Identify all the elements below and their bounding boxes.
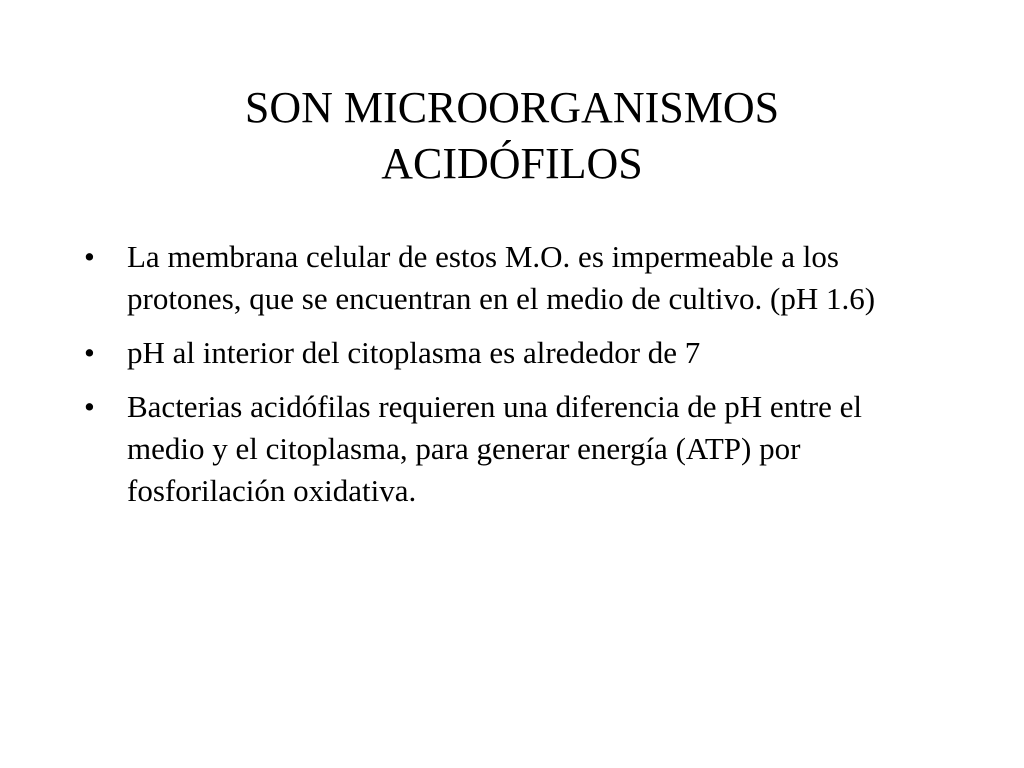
bullet-text-2: pH al interior del citoplasma es alrededor de 7 bbox=[127, 335, 701, 370]
bullet-text-3: Bacterias acidófilas requieren una diferencia de pH entre el medio y el citoplasma, para generar energía (ATP) por fosforilación oxidativa. bbox=[127, 389, 863, 508]
bullet-item-3 bbox=[84, 386, 944, 512]
slide-title-line-1: SON MICROORGANISMOS bbox=[244, 83, 780, 132]
bullet-dot-icon: • bbox=[84, 335, 95, 370]
bullet-text-1: La membrana celular de estos M.O. es impermeable a los protones, que se encuentran en el medio de cultivo. (pH 1.6) bbox=[127, 239, 876, 316]
bullet-list bbox=[84, 236, 944, 524]
bullet-dot-icon: • bbox=[84, 239, 95, 274]
bullet-item-1 bbox=[84, 236, 944, 320]
bullet-dot-icon: • bbox=[84, 389, 95, 424]
slide-title bbox=[100, 80, 924, 192]
bullet-item-2 bbox=[84, 332, 944, 374]
slide-title-line-2: ACIDÓFILOS bbox=[381, 139, 643, 188]
